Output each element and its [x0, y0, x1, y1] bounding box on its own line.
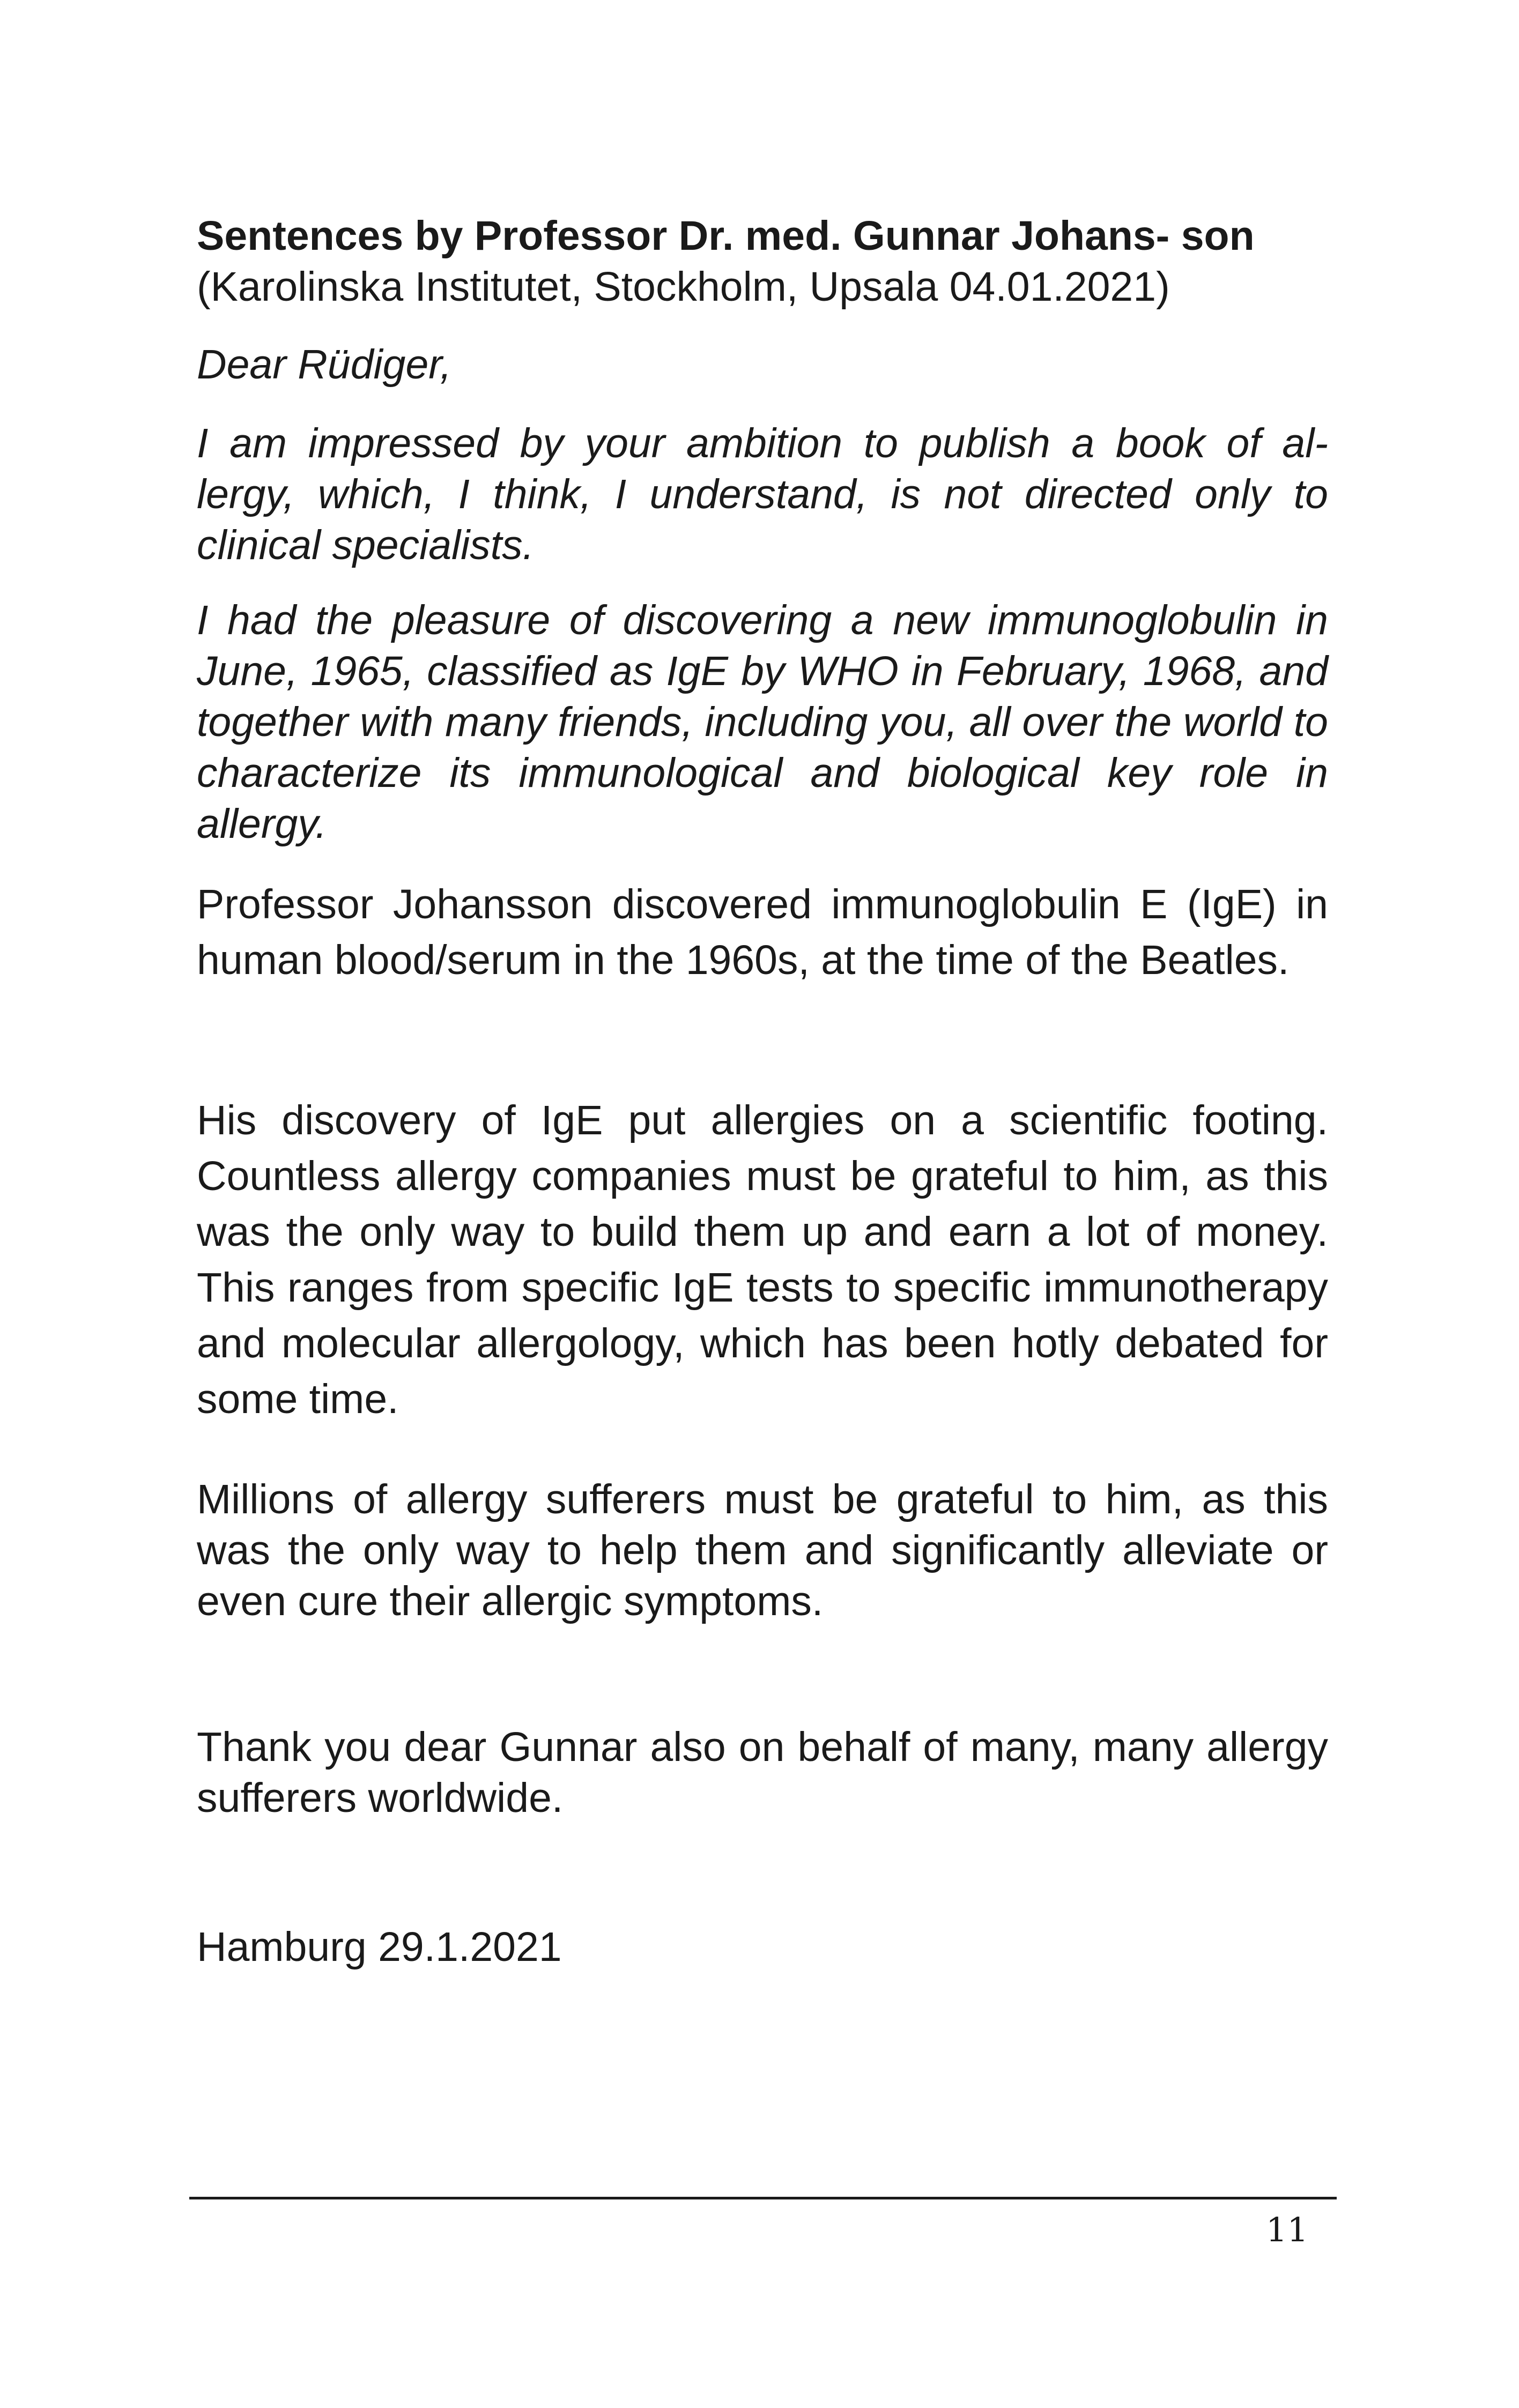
- page-number: 11: [1266, 2210, 1308, 2249]
- footer-divider: [189, 2197, 1337, 2199]
- letter-paragraph-2: I had the pleasure of discovering a new immunoglobulin in June, 1965, classified as IgE by WHO in February, 1968, and together with many friends, including you, all over the world to characterize its immunological and biological key role in allergy.: [197, 597, 1328, 847]
- page-title: Sentences by Professor Dr. med. Gunnar Johans- son: [197, 213, 1255, 259]
- page-subtitle: (Karolinska Institutet, Stockholm, Upsala 04.01.2021): [197, 264, 1170, 310]
- letter-paragraph-1: I am impressed by your ambition to publish a book of al- lergy, which, I think, I understand, is not directed only to clinical specialists.: [197, 420, 1328, 568]
- body-paragraph-4: Thank you dear Gunnar also on behalf of many, many allergy sufferers worldwide.: [197, 1724, 1328, 1821]
- body-paragraph-1: Professor Johansson discovered immunoglobulin E (IgE) in human blood/serum in the 1960s, at the time of the Beatles.: [197, 881, 1328, 983]
- letter-salutation: Dear Rüdiger,: [197, 341, 452, 388]
- signoff-place-date: Hamburg 29.1.2021: [197, 1924, 562, 1970]
- body-paragraph-3: Millions of allergy sufferers must be grateful to him, as this was the only way to help them and significantly alleviate or even cure their allergic symptoms.: [197, 1476, 1328, 1624]
- body-paragraph-2: His discovery of IgE put allergies on a scientific footing. Countless allergy companies must be grateful to him, as this was the only way to build them up and earn a lot of money. This ranges from specific IgE tests to specific immunotherapy and molecular allergology, which has been hotly debated for some time.: [197, 1097, 1328, 1422]
